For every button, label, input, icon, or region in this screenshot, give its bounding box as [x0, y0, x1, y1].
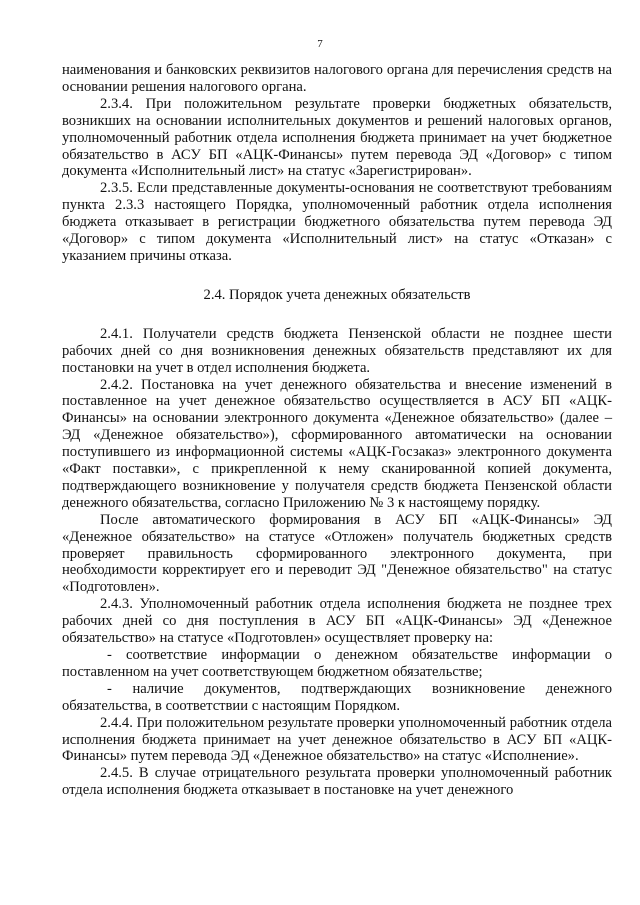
paragraph-2-4-1: 2.4.1. Получатели средств бюджета Пензенской области не позднее шести рабочих дней со дня возникновения денежных обязательств представляют их для постановки на учет в отдел исполнения бюджета. — [62, 325, 612, 376]
list-item-documents: - наличие документов, подтверждающих возникновение денежного обязательства, в соответствии с настоящим Порядком. — [62, 680, 612, 714]
paragraph-after-formation: После автоматического формирования в АСУ БП «АЦК-Финансы» ЭД «Денежное обязательство» на статусе «Отложен» получатель бюджетных средств проверяет правильность сформированного электронного документа, при необходимости корректирует его и переводит ЭД "Денежное обязательство" на статус «Подготовлен». — [62, 511, 612, 596]
paragraph-continuation: наименования и банковских реквизитов налогового органа для перечисления средств на основании решения налогового органа. — [62, 62, 612, 95]
document-body — [62, 62, 612, 799]
paragraph-2-3-4: 2.3.4. При положительном результате проверки бюджетных обязательств, возникших на основании исполнительных документов и решений налоговых органов, уполномоченный работник отдела исполнения бюджета принимает на учет бюджетное обязательство в АСУ БП «АЦК-Финансы» путем перевода ЭД «Договор» с типом документа «Исполнительный лист» на статус «Зарегистрирован». — [62, 95, 612, 180]
paragraph-2-4-4: 2.4.4. При положительном результате проверки уполномоченный работник отдела исполнения бюджета принимает на учет денежное обязательство в АСУ БП «АЦК-Финансы» путем перевода ЭД «Денежное обязательство» на статус «Исполнение». — [62, 714, 612, 765]
page-number: 7 — [317, 38, 323, 50]
paragraph-2-3-5: 2.3.5. Если представленные документы-основания не соответствуют требованиям пункта 2.3.3 настоящего Порядка, уполномоченный работник отдела исполнения бюджета отказывает в регистрации бюджетного обязательства путем перевода ЭД «Договор» с типом документа «Исполнительный лист» на статус «Отказан» с указанием причины отказа. — [62, 180, 612, 264]
section-heading-2-4: 2.4. Порядок учета денежных обязательств — [203, 286, 471, 303]
paragraph-2-4-5: 2.4.5. В случае отрицательного результата проверки уполномоченный работник отдела исполнения бюджета отказывает в постановке на учет денежного — [62, 765, 612, 799]
paragraph-2-4-2: 2.4.2. Постановка на учет денежного обязательства и внесение изменений в поставленное на учет денежное обязательство осуществляется в АСУ БП «АЦК-Финансы» на основании электронного документа «Денежное обязательство» (далее – ЭД «Денежное обязательство»), сформированного автоматически на основании поступившего из информационной системы «АЦК-Госзаказ» электронного документа «Факт поставки», с прикрепленной к нему сканированной копией документа, подтверждающего возникновение у получателя средств бюджета Пензенской области денежного обязательства, согласно Приложению № 3 к настоящему порядку. — [62, 376, 612, 511]
list-item-compliance: - соответствие информации о денежном обязательстве информации о поставленном на учет соответствующем бюджетном обязательстве; — [62, 647, 612, 680]
paragraph-2-4-3: 2.4.3. Уполномоченный работник отдела исполнения бюджета не позднее трех рабочих дней со дня поступления в АСУ БП «АЦК-Финансы» ЭД «Денежное обязательство» на статусе «Подготовлен» осуществляет проверку на: — [62, 596, 612, 647]
